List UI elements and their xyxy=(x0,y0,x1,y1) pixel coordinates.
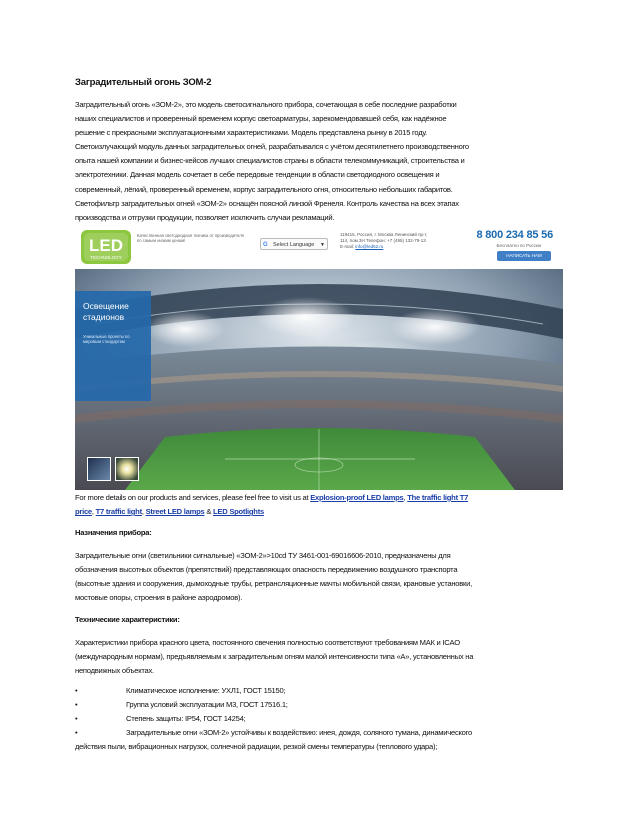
language-select-label: Select Language xyxy=(273,242,315,248)
intro-line: электротехники. Данная модель сочетает в себе передовые тенденции в области светодиодного освещения и xyxy=(75,170,440,180)
explosion-proof-link[interactable]: Explosion-proof LED lamps xyxy=(310,493,404,502)
bullet-mark: • xyxy=(75,714,78,723)
specs-line: (международным нормам), предъявляемым к заградительным огням малой интенсивности типа «А», установленных на xyxy=(75,652,474,662)
chevron-down-icon: ▼ xyxy=(320,242,325,248)
logo-subtext: TECHNOLOGY xyxy=(90,255,122,260)
purpose-line: мостовые опоры, строения в районе аэродромов). xyxy=(75,593,243,603)
banner-header xyxy=(75,224,563,270)
promo-subtitle: Уникальные проекты по мировым стандартам xyxy=(83,334,130,345)
intro-line: современный, лёгкий, проверенный временем, корпус заградительного огня, относительно небольших габаритов. xyxy=(75,184,453,194)
write-us-button[interactable]: НАПИСАТЬ НАМ xyxy=(497,251,551,261)
specs-line: неподвижных объектах. xyxy=(75,666,154,676)
bullet-text-continued: действия пыли, вибрационных нагрузок, солнечной радиации, резкой смены температуры (теплового удара); xyxy=(75,742,438,751)
list-item-continuation xyxy=(75,742,437,751)
traffic-light-price-link-cont[interactable]: price xyxy=(75,507,92,517)
contact-address xyxy=(340,232,430,250)
bullet-text: Группа условий эксплуатации М3, ГОСТ 17516.1; xyxy=(126,700,288,709)
specs-line: Характеристики прибора красного цвета, постоянного свечения полностью соответствуют требованиям МАК и ICAO xyxy=(75,638,460,647)
links-line-2 xyxy=(75,505,575,519)
t7-traffic-light-link[interactable]: T7 traffic light xyxy=(95,507,142,517)
purpose-paragraph xyxy=(75,549,575,605)
bullet-mark: • xyxy=(75,686,78,695)
bullet-text: Климатическое исполнение: УХЛ1, ГОСТ 15150; xyxy=(126,686,286,695)
phone-number[interactable]: 8 800 234 85 56 xyxy=(476,229,553,241)
specs-heading-text: Технические характеристики: xyxy=(75,615,180,624)
specs-paragraph xyxy=(75,636,575,678)
purpose-heading xyxy=(75,526,575,540)
intro-paragraph xyxy=(75,98,575,225)
traffic-light-price-link[interactable]: The traffic light T7 xyxy=(407,493,469,502)
led-technology-logo xyxy=(81,230,131,264)
separator: & xyxy=(204,507,214,517)
purpose-heading-text: Назначения прибора: xyxy=(75,528,152,537)
bullet-text: Степень защиты: IP54, ГОСТ 14254; xyxy=(126,714,246,723)
purpose-line: Заградительные огни (светильники сигнальные) «ЗОМ-2»>10cd ТУ 3461-001-69016606-2010, предназначены для xyxy=(75,551,451,560)
separator: , xyxy=(91,507,96,517)
promo-title: Освещение стадионов xyxy=(83,301,129,322)
thumbnail-1[interactable] xyxy=(87,457,111,481)
links-prefix: For more details on our products and services, please feel free to visit us at xyxy=(75,493,311,502)
links-line-1 xyxy=(75,491,575,505)
links-paragraph xyxy=(75,491,575,519)
google-icon: G xyxy=(263,242,268,248)
street-led-lamps-link[interactable]: Street LED lamps xyxy=(145,507,205,517)
purpose-line: (высотные здания и сооружения, дымоходные трубы, ретрансляционные мачты мобильной связи, крановые установки, xyxy=(75,579,472,589)
purpose-line: обозначения высотных объектов (препятствий) представляющих опасность передвижению воздушного транспорта xyxy=(75,565,458,575)
bullet-mark: • xyxy=(75,728,78,737)
led-spotlights-link[interactable]: LED Spotlights xyxy=(213,507,264,517)
intro-line: опыта нашей компании и бизнес-кейсов лучших специалистов страны в области телекоммуникаций, строительства и xyxy=(75,156,465,166)
intro-line: Заградительный огонь «ЗОМ-2», это модель светосигнального прибора, сочетающая в себе последние разработки xyxy=(75,100,457,109)
separator: , xyxy=(141,507,146,517)
specs-heading xyxy=(75,613,575,627)
free-call-note: Бесплатно по России xyxy=(496,243,541,248)
thumbnail-2[interactable] xyxy=(115,457,139,481)
intro-line: решение с прекрасными эксплуатационными характеристиками. Модель представлена рынку в 2015 году. xyxy=(75,128,428,138)
page-title: Заградительный огонь ЗОМ-2 xyxy=(75,77,212,88)
intro-line: Светоизлучающий модуль данных заградительных огней, разрабатывался с учётом десятилетнего производственного xyxy=(75,142,469,152)
address-text: 119415, Россия, г. Москва Ленинский пр-т, 114, пом.3Н Телефон: +7 (495) 132-79-13 xyxy=(340,232,428,243)
bullet-mark: • xyxy=(75,700,78,709)
intro-line: наших специалистов и проверенный временем корпус светоарматуры, зарекомендовавшей себя, как надёжное xyxy=(75,114,447,124)
language-select[interactable] xyxy=(260,238,328,250)
logo-text: LED xyxy=(89,236,123,255)
logo-tagline: Качественная светодиодная техника от производителя по самым низким ценам! xyxy=(137,233,244,243)
email-label: E-mail: xyxy=(340,244,356,249)
stadium-lighting-promo[interactable] xyxy=(75,291,151,401)
separator: , xyxy=(403,493,408,502)
email-link[interactable]: info@led52.ru xyxy=(355,244,384,249)
intro-line: Светофильтр заградительных огней «ЗОМ-2» оснащён поясной линзой Френеля. Контроль качества на всех этапах xyxy=(75,198,459,208)
bullet-text: Заградительные огни «ЗОМ-2» устойчивы к воздействию: инея, дождя, соляного тумана, динамического xyxy=(126,728,472,737)
intro-line: производства и отгрузки продукции, позволяет исключить случаи рекламаций. xyxy=(75,212,335,222)
stadium-banner-image xyxy=(75,224,563,490)
